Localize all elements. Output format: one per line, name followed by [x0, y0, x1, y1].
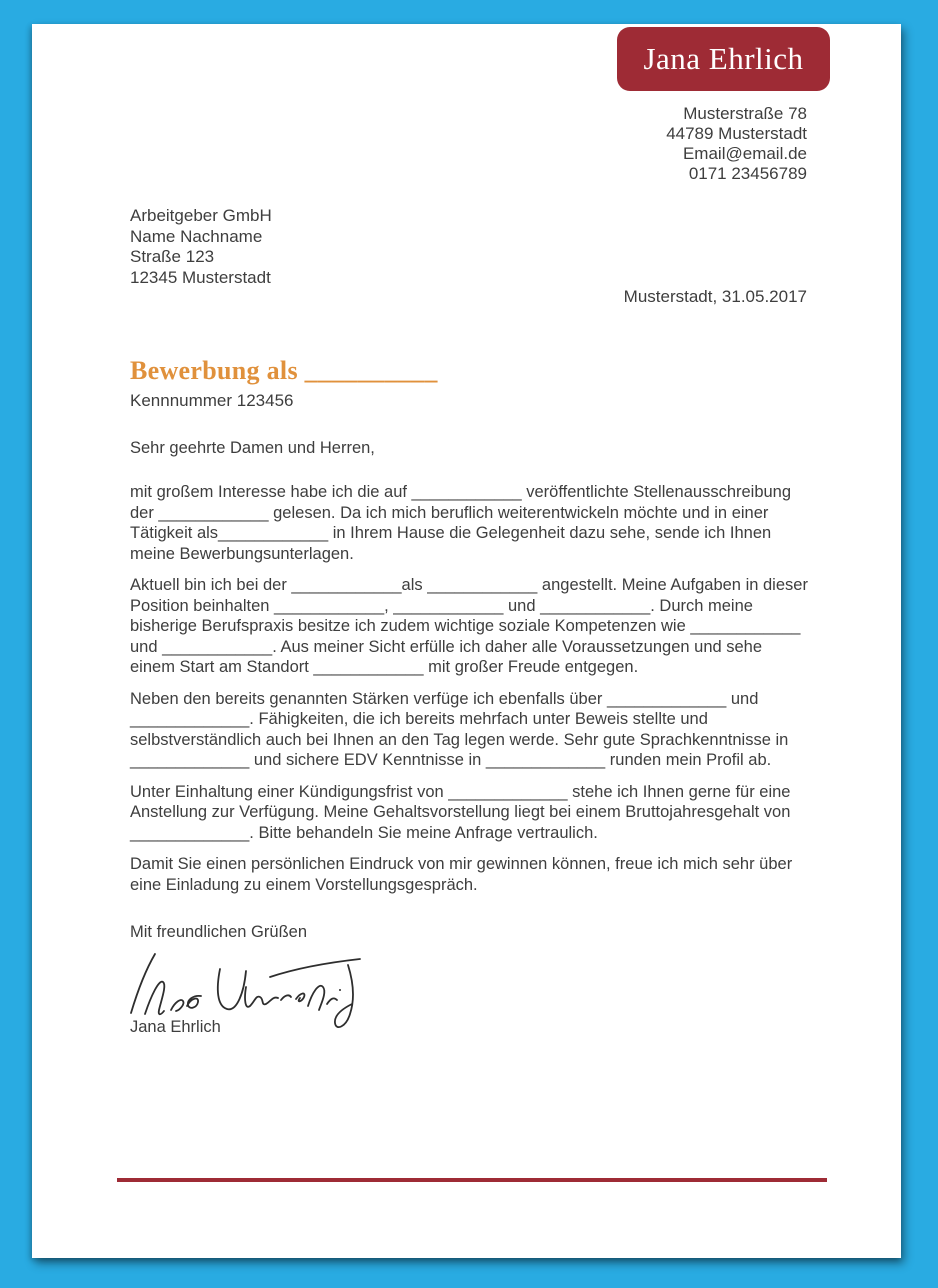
recipient-contact: Name Nachname [130, 226, 263, 246]
salutation: Sehr geehrte Damen und Herren, [130, 438, 375, 457]
sender-street: Musterstraße 78 [683, 104, 807, 123]
recipient-street: Straße 123 [130, 247, 215, 266]
paragraph-3: Neben den bereits genannten Stärken verfüge ich ebenfalls über _____________ und _____________. Fähigkeiten, die ich bereits mehrfach unter Beweis stellte und selbstverständlich auch bei Ihnen an den Tag legen werde. Sehr gute Sprachkenntnisse in _____________ und sichere EDV Kenntnisse in _____________ runden mein Profil ab. [130, 689, 789, 769]
sender-city: 44789 Musterstadt [666, 124, 807, 143]
paragraph-4: Unter Einhaltung einer Kündigungsfrist von _____________ stehe ich Ihnen gerne für eine Anstellung zur Verfügung. Meine Gehaltsvorstellung liegt bei einem Bruttojahresgehalt von _____________. Bitte behandeln Sie meine Anfrage vertraulich. [130, 782, 791, 842]
signature-printed-name: Jana Ehrlich [130, 1017, 221, 1036]
paragraph-1: mit großem Interesse habe ich die auf ____________ veröffentlichte Stellenausschreibung der ____________ gelesen. Da ich mich beruflich weiterentwickeln möchte und in einer Tätigkeit als____________ in Ihrem Hause die Gelegenheit dazu sehe, sende ich Ihnen meine Bewerbungsunterlagen. [130, 483, 792, 563]
recipient-address-block [130, 206, 272, 288]
applicant-name: Jana Ehrlich [643, 41, 804, 76]
handwritten-signature-image [124, 949, 374, 1037]
reference-number: Kennnummer 123456 [130, 391, 294, 410]
date-line: Musterstadt, 31.05.2017 [623, 287, 807, 306]
footer-rule [117, 1178, 827, 1182]
sender-email: Email@email.de [682, 144, 807, 163]
subject-line: Bewerbung als __________ [130, 356, 438, 385]
letter-body [130, 356, 809, 1037]
sender-phone: 0171 23456789 [688, 164, 807, 183]
recipient-company: Arbeitgeber GmbH [130, 206, 272, 225]
recipient-city: 12345 Musterstadt [130, 267, 271, 287]
paragraph-5: Damit Sie einen persönlichen Eindruck von mir gewinnen können, freue ich mich sehr über eine Einladung zu einem Vorstellungsgespräch. [130, 855, 793, 894]
header-name-box [617, 27, 830, 91]
closing-regards: Mit freundlichen Grüßen [130, 923, 307, 941]
letter-page [32, 24, 901, 1258]
paragraph-2: Aktuell bin ich bei der ____________als ____________ angestellt. Meine Aufgaben in dieser Position beinhalten ____________, ____________ und ____________. Durch meine bisherige Berufspraxis besitze ich zudem wichtige soziale Kompetenzen wie ____________ und ____________. Aus meiner Sicht erfülle ich daher alle Voraussetzungen und sehe einem Start am Standort ____________ mit großer Freude entgegen. [130, 576, 808, 676]
sender-address-block [666, 104, 807, 184]
signature-area [130, 951, 809, 1003]
